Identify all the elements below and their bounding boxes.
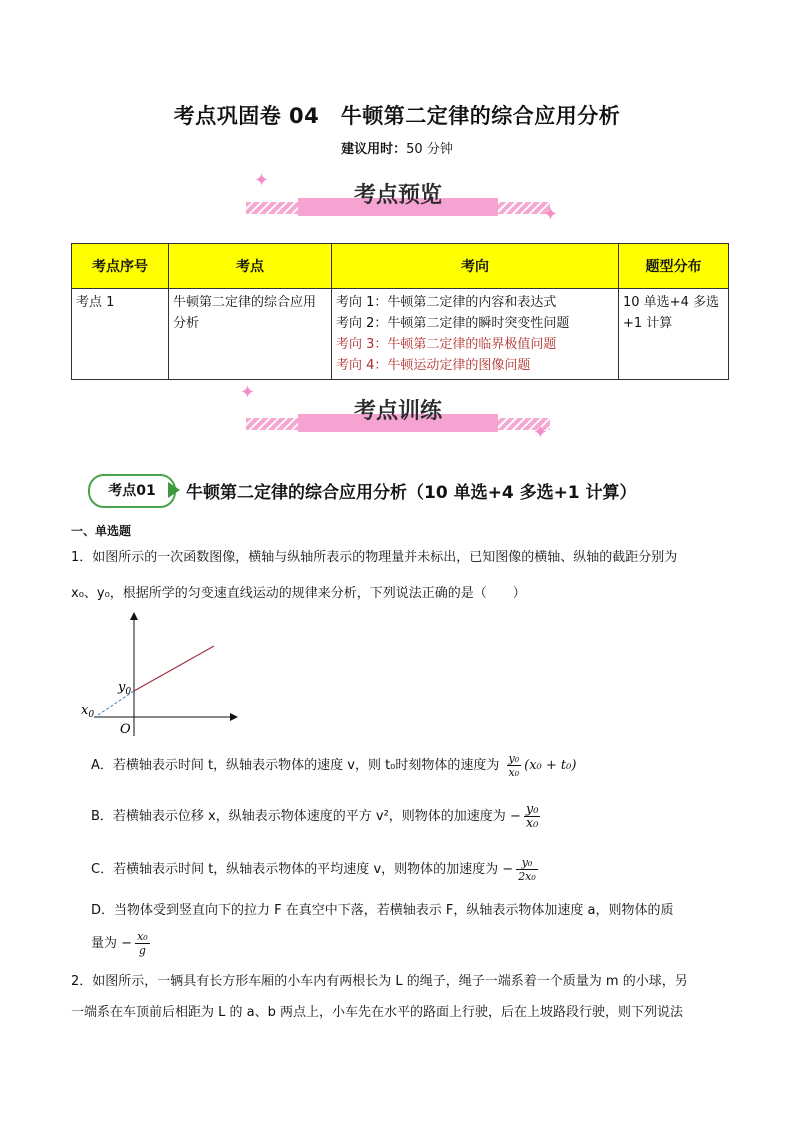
sparkle-icon: ✦ bbox=[542, 204, 558, 225]
q2-line2: 一端系在车顶前后相距为 L 的 a、b 两点上，小车先在水平的路面上行驶，后在上坡路段行驶，则下列说法 bbox=[71, 1005, 683, 1020]
q2-line1: 2．如图所示，一辆具有长方形车厢的小车内有两根长为 L 的绳子，绳子一端系着一个质量为 m 的小球，另 bbox=[71, 974, 688, 989]
time-value: 50 分钟 bbox=[406, 142, 453, 157]
cell-directions bbox=[332, 289, 619, 380]
sparkle-icon: ✦ bbox=[532, 422, 548, 443]
play-arrow-icon bbox=[168, 482, 180, 498]
table-header-row bbox=[72, 244, 729, 289]
banner-training bbox=[236, 382, 560, 443]
header-distribution: 题型分布 bbox=[619, 244, 729, 289]
x0-label: $x_0$ bbox=[81, 703, 95, 720]
option-a-fraction: $\frac{\text{y₀}}{\text{x₀}}$ bbox=[508, 752, 520, 779]
header-id: 考点序号 bbox=[72, 244, 169, 289]
table-row bbox=[72, 289, 729, 380]
sparkle-icon: ✦ bbox=[240, 382, 256, 403]
banner-training-text: 考点训练 bbox=[353, 399, 442, 424]
y0-label: $y_0$ bbox=[118, 680, 132, 697]
option-b-text: B．若横轴表示位移 x，纵轴表示物体速度的平方 v²，则物体的加速度为 bbox=[91, 809, 506, 824]
cell-id: 考点 1 bbox=[72, 289, 169, 380]
direction-3: 考向 3：牛顿第二定律的临界极值问题 bbox=[336, 337, 557, 352]
section-badge: 考点01 bbox=[88, 474, 176, 508]
cell-topic: 牛顿第二定律的综合应用分析 bbox=[169, 289, 332, 380]
origin-label: O bbox=[120, 722, 131, 737]
q1-option-a[interactable] bbox=[91, 752, 576, 779]
q1-option-b[interactable]: B．若横轴表示位移 x，纵轴表示物体速度的平方 v²，则物体的加速度为 − $\frac{\text{y₀}}{\text{x₀}}$ bbox=[91, 802, 539, 831]
overview-table bbox=[71, 243, 729, 380]
graph-line bbox=[134, 646, 214, 691]
q1-option-d-cont: 量为 − $\frac{\text{x₀}}{g}$ bbox=[91, 930, 148, 957]
suggested-time bbox=[0, 138, 794, 157]
section-title: 牛顿第二定律的综合应用分析（10 单选+4 多选+1 计算） bbox=[186, 483, 637, 503]
cell-distribution: 10 单选+4 多选+1 计算 bbox=[619, 289, 729, 380]
q1-stem-line2: x₀、y₀，根据所学的匀变速直线运动的规律来分析，下列说法正确的是（ ） bbox=[71, 586, 526, 601]
option-c-text: C．若横轴表示时间 t，纵轴表示物体的平均速度 v，则物体的加速度为 bbox=[91, 862, 499, 877]
option-c-fraction: $\frac{\text{y₀}}{\text{2x₀}}$ bbox=[518, 856, 536, 883]
header-topic: 考点 bbox=[169, 244, 332, 289]
direction-4: 考向 4：牛顿运动定律的图像问题 bbox=[336, 358, 531, 373]
banner-overview bbox=[236, 172, 560, 224]
q1-option-d[interactable]: D．当物体受到竖直向下的拉力 F 在真空中下落，若横轴表示 F，纵轴表示物体加速度 a，则物体的质 bbox=[91, 903, 674, 918]
question-type-heading: 一、单选题 bbox=[71, 524, 132, 538]
option-a-text: A．若横轴表示时间 t，纵轴表示物体的速度 v，则 t₀时刻物体的速度为 bbox=[91, 758, 500, 773]
option-d-fraction: $\frac{\text{x₀}}{g}$ bbox=[137, 930, 148, 957]
linear-graph bbox=[78, 612, 238, 740]
option-b-fraction: $\frac{\text{y₀}}{\text{x₀}}$ bbox=[525, 802, 539, 831]
direction-2: 考向 2：牛顿第二定律的瞬时突变性问题 bbox=[336, 316, 570, 331]
time-label: 建议用时： bbox=[341, 142, 407, 157]
direction-1: 考向 1：牛顿第二定律的内容和表达式 bbox=[336, 295, 557, 310]
option-a-tail: (x₀ + t₀) bbox=[524, 758, 577, 773]
sparkle-icon: ✦ bbox=[254, 170, 270, 191]
header-direction: 考向 bbox=[332, 244, 619, 289]
banner-overview-text: 考点预览 bbox=[353, 183, 442, 208]
q1-option-c[interactable]: C．若横轴表示时间 t，纵轴表示物体的平均速度 v，则物体的加速度为 − $\frac{\text{y₀}}{\text{2x₀}}$ bbox=[91, 856, 536, 883]
q1-stem-line1: 1．如图所示的一次函数图像，横轴与纵轴所表示的物理量并未标出，已知图像的横轴、纵轴的截距分别为 bbox=[71, 550, 678, 565]
page-title: 考点巩固卷 04 牛顿第二定律的综合应用分析 bbox=[173, 104, 621, 128]
